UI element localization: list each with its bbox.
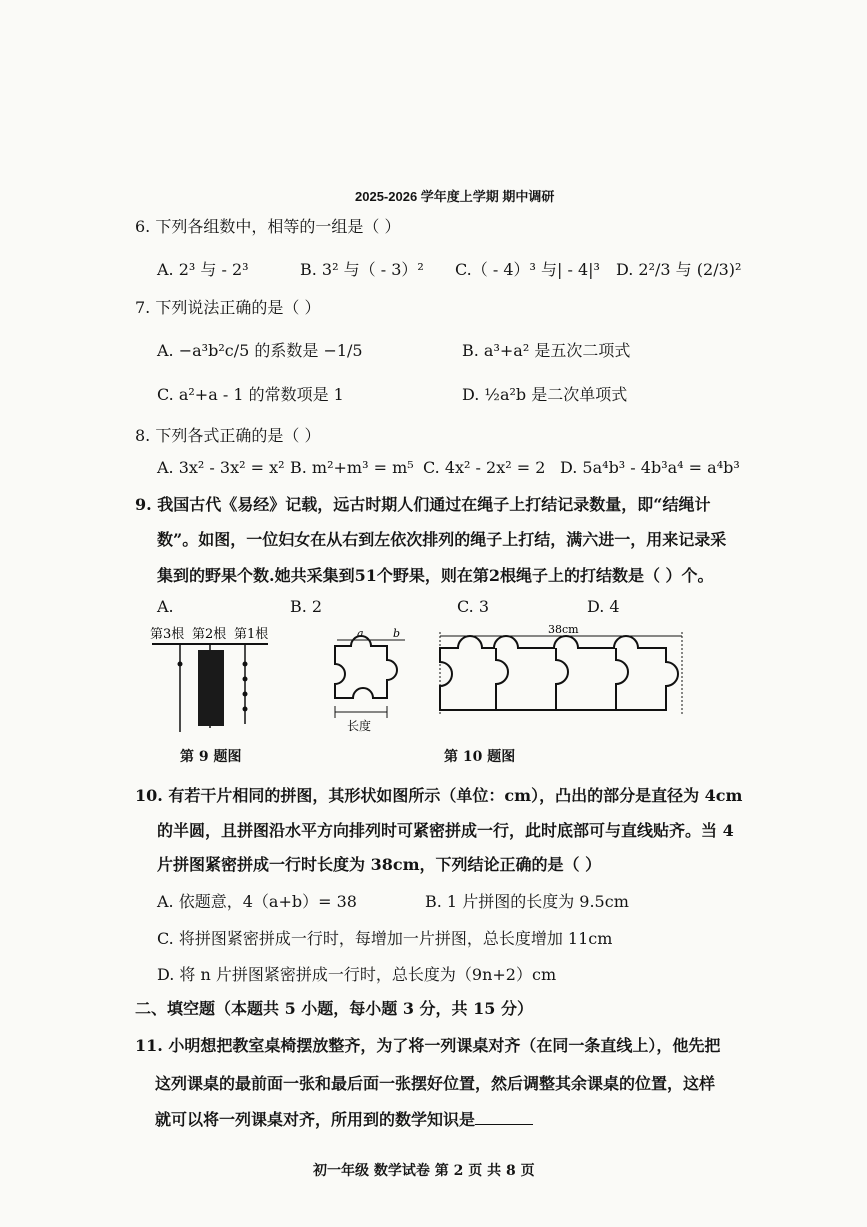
section-2-title: 二、填空题（本题共 5 小题，每小题 3 分，共 15 分） xyxy=(135,999,533,1018)
puzzle-row-outline xyxy=(440,636,678,710)
q9-option-c: C. 3 xyxy=(457,597,490,616)
piece-seam xyxy=(556,648,568,710)
woman-figure xyxy=(198,650,224,726)
q7-option-d: D. ½a²b 是二次单项式 xyxy=(462,385,628,404)
q10-option-a: A. 依题意，4（a+b）= 38 xyxy=(157,892,357,911)
puzzle-piece xyxy=(335,636,397,698)
q11-line-3-text: 就可以将一列课桌对齐，所用到的数学知识是 xyxy=(155,1110,476,1129)
q6-stem: 6. 下列各组数中，相等的一组是（ ） xyxy=(135,217,401,236)
q6-option-c: C.（ - 4）³ 与| - 4|³ xyxy=(455,260,600,279)
knot xyxy=(243,707,248,712)
q10-line-2: 的半圆，且拼图沿水平方向排列时可紧密拼成一行，此时底部可与直线贴齐。当 4 xyxy=(157,821,734,840)
figure-10-single-piece xyxy=(325,628,415,740)
q11-line-2: 这列课桌的最前面一张和最后面一张摆好位置，然后调整其余课桌的位置，这样 xyxy=(155,1074,716,1093)
q8-option-a: A. 3x² - 3x² = x² xyxy=(157,458,285,477)
knot xyxy=(243,677,248,682)
knot xyxy=(243,692,248,697)
knot xyxy=(243,662,248,667)
label-total: 38cm xyxy=(548,623,579,636)
label-a: a xyxy=(357,627,364,640)
label-length: 长度 xyxy=(347,719,372,733)
q9-line-3: 集到的野果个数.她共采集到51个野果，则在第2根绳子上的打结数是（ ）个。 xyxy=(157,566,714,585)
q11-line-1: 11. 小明想把教室桌椅摆放整齐，为了将一列课桌对齐（在同一条直线上），他先把 xyxy=(135,1036,721,1055)
q10-line-1: 10. 有若干片相同的拼图，其形状如图所示（单位：cm），凸出的部分是直径为 4cm xyxy=(135,786,743,805)
figure-9-caption: 第 9 题图 xyxy=(180,749,242,765)
q10-option-c: C. 将拼图紧密拼成一行时，每增加一片拼图，总长度增加 11cm xyxy=(157,929,613,948)
q7-option-b: B. a³+a² 是五次二项式 xyxy=(462,341,631,360)
q8-option-c: C. 4x² - 2x² = 2 xyxy=(423,458,546,477)
q8-option-b: B. m²+m³ = m⁵ xyxy=(290,458,414,477)
q6-option-d: D. 2²/3 与 (2/3)² xyxy=(616,260,742,279)
q7-option-c: C. a²+a - 1 的常数项是 1 xyxy=(157,385,344,404)
q9-option-a: A. xyxy=(157,597,174,616)
q10-option-b: B. 1 片拼图的长度为 9.5cm xyxy=(425,892,629,911)
q6-option-b: B. 3² 与（ - 3）² xyxy=(300,260,424,279)
q9-line-1: 9. 我国古代《易经》记载，远古时期人们通过在绳子上打结记录数量，即“结绳计 xyxy=(135,495,711,514)
q10-option-d: D. 将 n 片拼图紧密拼成一行时，总长度为（9n+2）cm xyxy=(157,965,557,984)
rope-2-label: 第2根 xyxy=(192,627,227,642)
q6-option-a: A. 2³ 与 - 2³ xyxy=(157,260,249,279)
q7-option-a: A. −a³b²c/5 的系数是 −1/5 xyxy=(157,341,363,360)
rope-1-label: 第1根 xyxy=(234,627,269,642)
q7-stem: 7. 下列说法正确的是（ ） xyxy=(135,298,321,317)
piece-seam xyxy=(496,648,508,710)
page-footer: 初一年级 数学试卷 第 2 页 共 8 页 xyxy=(313,1163,535,1179)
q9-option-b: B. 2 xyxy=(290,597,323,616)
q8-option-d: D. 5a⁴b³ - 4b³a⁴ = a⁴b³ xyxy=(560,458,740,477)
q9-option-d: D. 4 xyxy=(587,597,620,616)
rope-3-label: 第3根 xyxy=(150,627,185,642)
q11-line-3 xyxy=(155,1107,533,1130)
q9-line-2: 数”。如图，一位妇女在从右到左依次排列的绳子上打结，满六进一，用来记录采 xyxy=(157,530,727,549)
figure-10-caption: 第 10 题图 xyxy=(444,749,516,765)
q10-line-3: 片拼图紧密拼成一行时长度为 38cm，下列结论正确的是（ ） xyxy=(157,855,602,874)
q8-stem: 8. 下列各式正确的是（ ） xyxy=(135,426,321,445)
figure-9-ropes xyxy=(150,624,290,744)
knot xyxy=(178,662,183,667)
piece-seam xyxy=(616,648,628,710)
q11-answer-blank xyxy=(475,1110,533,1125)
figure-10-four-pieces xyxy=(436,624,686,724)
exam-header: 2025-2026 学年度上学期 期中调研 xyxy=(355,189,555,204)
label-b: b xyxy=(393,627,401,640)
